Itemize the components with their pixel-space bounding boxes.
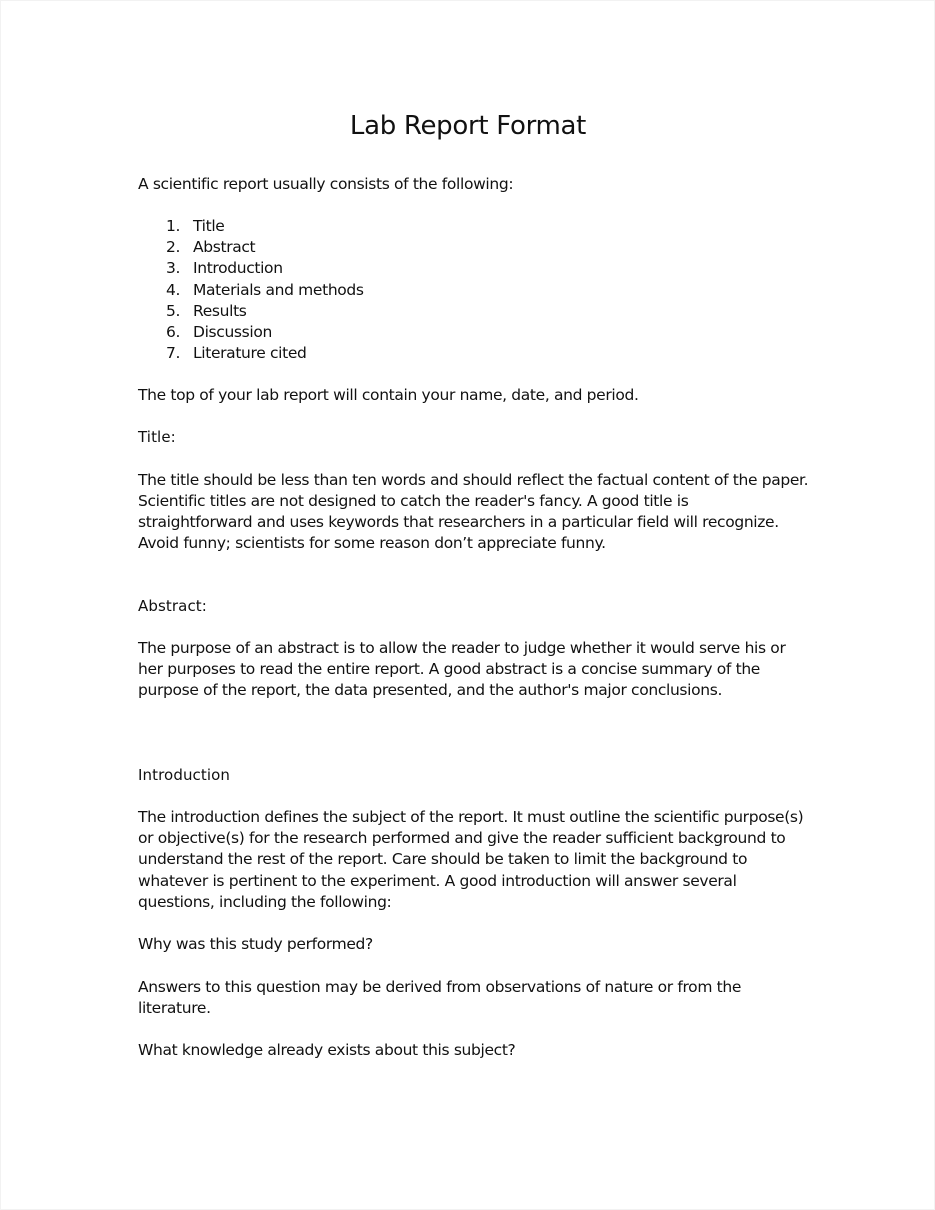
question-existing-knowledge: What knowledge already exists about this subject? xyxy=(138,1041,516,1059)
title-heading: Title: xyxy=(138,428,176,446)
question-why-performed: Why was this study performed? xyxy=(138,935,373,953)
list-item: 6. Discussion xyxy=(166,323,272,342)
page-title: Lab Report Format xyxy=(349,111,587,141)
introduction-paragraph-line: or objective(s) for the research performed and give the reader sufficient background to xyxy=(138,829,786,847)
list-item: 7. Literature cited xyxy=(166,344,307,363)
sections-list xyxy=(138,216,364,364)
introduction-heading: Introduction xyxy=(138,766,231,784)
introduction-paragraph-line: questions, including the following: xyxy=(138,893,392,911)
answer-paragraph-line: literature. xyxy=(138,999,211,1017)
introduction-paragraph-line: The introduction defines the subject of the report. It must outline the scientific purpose(s) xyxy=(138,808,804,826)
list-item: 5. Results xyxy=(166,301,247,320)
list-item: 1. Title xyxy=(166,217,225,235)
top-note: The top of your lab report will contain your name, date, and period. xyxy=(138,386,639,404)
abstract-heading: Abstract: xyxy=(138,597,207,615)
introduction-paragraph-line: understand the rest of the report. Care should be taken to limit the background to xyxy=(138,850,748,868)
intro-line: A scientific report usually consists of the following: xyxy=(138,175,514,193)
list-item: 3. Introduction xyxy=(166,259,283,278)
abstract-paragraph-line: The purpose of an abstract is to allow the reader to judge whether it would serve his or xyxy=(138,639,786,657)
list-item: 2. Abstract xyxy=(166,238,256,257)
abstract-paragraph-line: her purposes to read the entire report. A good abstract is a concise summary of the xyxy=(138,660,760,678)
abstract-paragraph-line: purpose of the report, the data presented, and the author's major conclusions. xyxy=(138,681,723,699)
list-item: 4. Materials and methods xyxy=(166,280,364,299)
introduction-paragraph-line: whatever is pertinent to the experiment. A good introduction will answer several xyxy=(138,872,737,890)
title-paragraph-line: Avoid funny; scientists for some reason don’t appreciate funny. xyxy=(138,534,606,552)
title-paragraph-line: Scientific titles are not designed to catch the reader's fancy. A good title is xyxy=(138,492,689,510)
title-paragraph-line: straightforward and uses keywords that researchers in a particular field will recognize. xyxy=(138,513,779,531)
title-paragraph-line: The title should be less than ten words and should reflect the factual content of the paper. xyxy=(138,471,809,489)
answer-paragraph-line: Answers to this question may be derived from observations of nature or from the xyxy=(138,978,742,996)
